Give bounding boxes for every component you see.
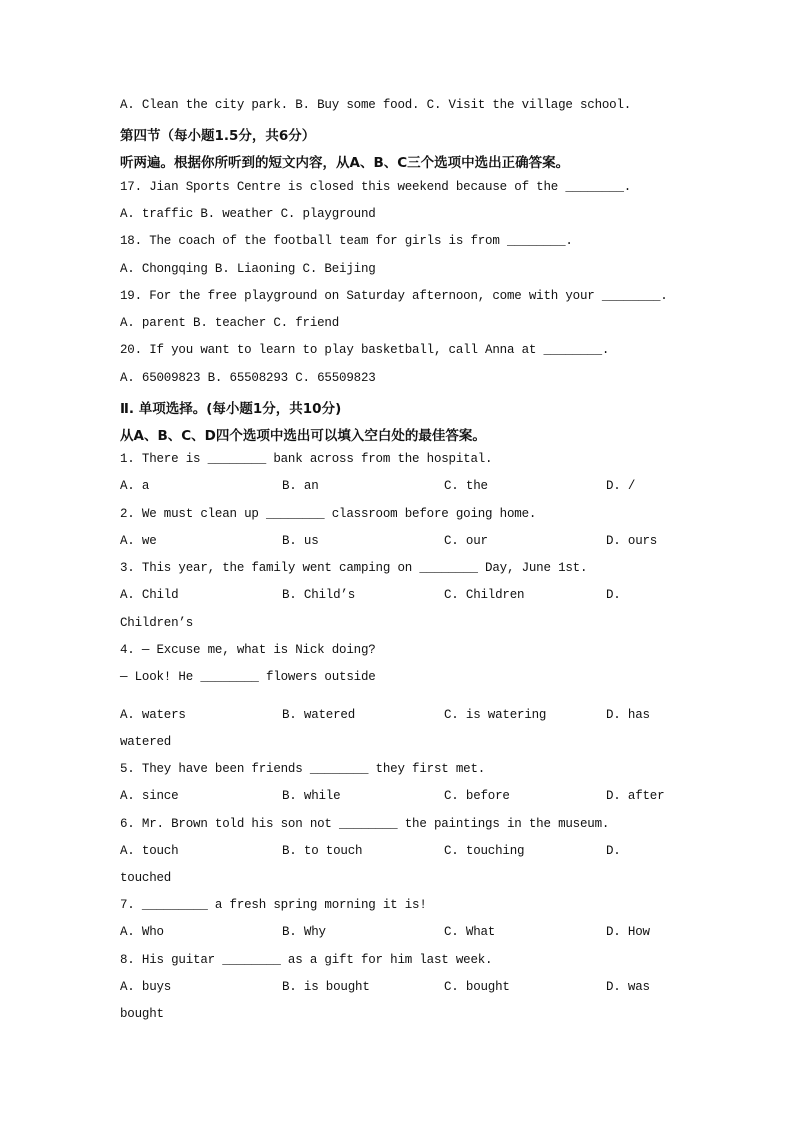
mc5-option-d: D. after: [606, 789, 665, 803]
mc5-option-c: C. before: [444, 789, 510, 803]
mc5-option-b: B. while: [282, 789, 341, 803]
mc4-option-c: C. is watering: [444, 708, 547, 722]
mc7-stem: 7. _________ a fresh spring morning it is!: [120, 898, 427, 912]
q20-stem: 20. If you want to learn to play basketball, call Anna at ________.: [120, 343, 610, 357]
mc4-option-d: D. has: [606, 708, 650, 722]
mc8-option-b: B. is bought: [282, 980, 370, 994]
mc7-option-b: B. Why: [282, 925, 326, 939]
mc6-options: [0, 844, 794, 862]
prev-question-options: A. Clean the city park. B. Buy some food. C. Visit the village school.: [120, 98, 632, 112]
mc3-option-d-text: Children’s: [120, 616, 194, 630]
mc6-option-a: A. touch: [120, 844, 179, 858]
mc4-option-a: A. waters: [120, 708, 186, 722]
mc7-option-c: C. What: [444, 925, 496, 939]
mc7-option-d: D. How: [606, 925, 650, 939]
mc4-option-b: B. watered: [282, 708, 356, 722]
mc2-option-d: D. ours: [606, 534, 658, 548]
mc6-option-c: C. touching: [444, 844, 525, 858]
mc1-stem: 1. There is ________ bank across from the hospital.: [120, 452, 493, 466]
mc8-stem: 8. His guitar ________ as a gift for him last week.: [120, 953, 493, 967]
mc4-stem-line2: — Look! He ________ flowers outside: [120, 670, 376, 684]
mc2-options: [0, 534, 794, 552]
mc8-option-a: A. buys: [120, 980, 172, 994]
mc3-stem: 3. This year, the family went camping on ________ Day, June 1st.: [120, 561, 588, 575]
mc6-option-b: B. to touch: [282, 844, 363, 858]
mc6-stem: 6. Mr. Brown told his son not ________ the paintings in the museum.: [120, 817, 610, 831]
q17-stem: 17. Jian Sports Centre is closed this weekend because of the ________.: [120, 180, 632, 194]
mc1-option-b: B. an: [282, 479, 319, 493]
mc2-option-a: A. we: [120, 534, 157, 548]
mc4-stem-line1: 4. — Excuse me, what is Nick doing?: [120, 643, 376, 657]
q18-stem: 18. The coach of the football team for girls is from ________.: [120, 234, 573, 248]
mc3-option-b: B. Child’s: [282, 588, 356, 602]
mc4-option-d-text: watered: [120, 735, 172, 749]
mc3-option-d: D.: [606, 588, 621, 602]
mc8-option-d-text: bought: [120, 1007, 164, 1021]
q19-options: A. parent B. teacher C. friend: [120, 316, 340, 330]
mc6-option-d: D.: [606, 844, 621, 858]
q17-options: A. traffic B. weather C. playground: [120, 207, 376, 221]
mc7-options: [0, 925, 794, 943]
mc3-options: [0, 588, 794, 606]
mc2-option-c: C. our: [444, 534, 488, 548]
mc2-stem: 2. We must clean up ________ classroom before going home.: [120, 507, 537, 521]
mc8-option-d: D. was: [606, 980, 650, 994]
q19-stem: 19. For the free playground on Saturday afternoon, come with your ________.: [120, 289, 668, 303]
mc3-option-c: C. Children: [444, 588, 525, 602]
mc1-option-a: A. a: [120, 479, 150, 493]
part2-title: Ⅱ. 单项选择。(每小题1分，共10分): [120, 401, 342, 417]
mc1-option-c: C. the: [444, 479, 488, 493]
section4-title: 第四节（每小题1.5分，共6分）: [120, 128, 316, 144]
q18-options: A. Chongqing B. Liaoning C. Beijing: [120, 262, 376, 276]
part2-instruction: 从A、B、C、D四个选项中选出可以填入空白处的最佳答案。: [120, 428, 486, 444]
mc2-option-b: B. us: [282, 534, 319, 548]
mc5-options: [0, 789, 794, 807]
mc1-option-d: D. /: [606, 479, 636, 493]
mc7-option-a: A. Who: [120, 925, 164, 939]
mc8-option-c: C. bought: [444, 980, 510, 994]
mc1-options: [0, 479, 794, 497]
mc3-option-a: A. Child: [120, 588, 179, 602]
q20-options: A. 65009823 B. 65508293 C. 65509823: [120, 371, 376, 385]
mc8-options: [0, 980, 794, 998]
mc6-option-d-text: touched: [120, 871, 172, 885]
section4-instruction: 听两遍。根据你所听到的短文内容，从A、B、C三个选项中选出正确答案。: [120, 155, 570, 171]
mc5-option-a: A. since: [120, 789, 179, 803]
mc4-options: [0, 708, 794, 726]
mc5-stem: 5. They have been friends ________ they first met.: [120, 762, 486, 776]
